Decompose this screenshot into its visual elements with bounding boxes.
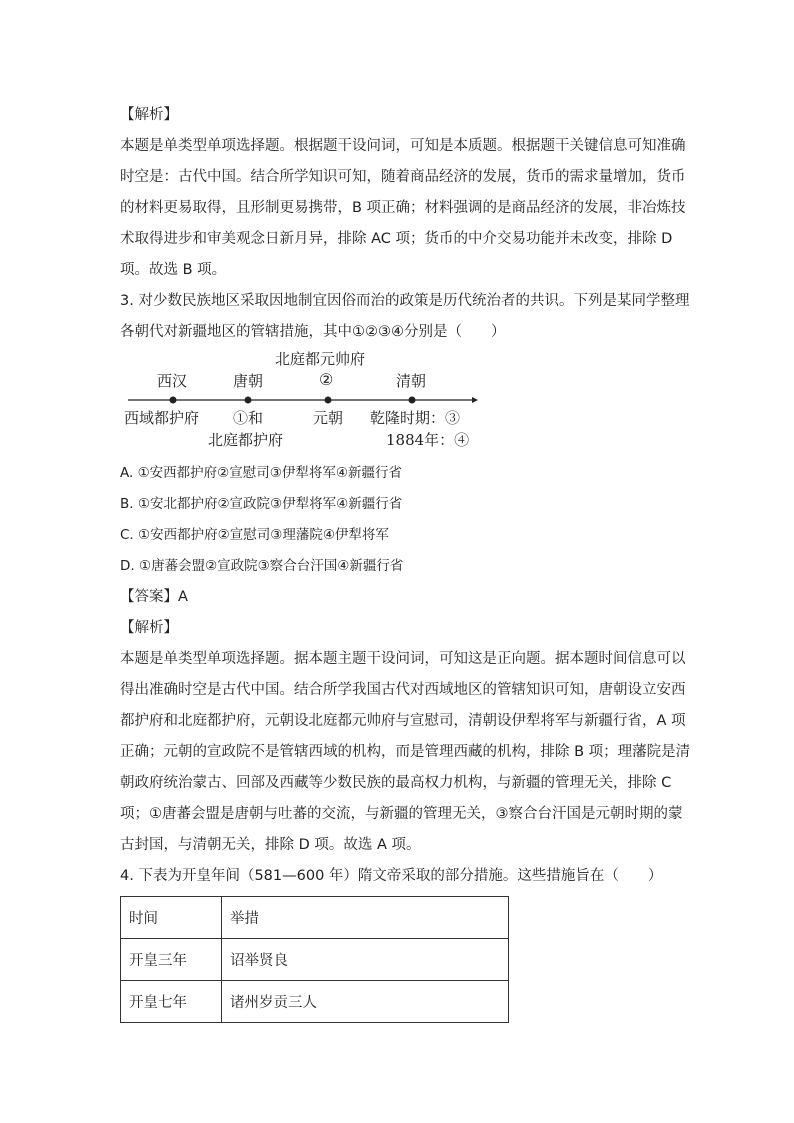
analysis-line: 术取得进步和审美观念日新月异，排除 AC 项；货币的中介交易功能并未改变，排除 D	[120, 231, 673, 247]
timeline-arrow-icon	[472, 397, 478, 403]
measures-table	[120, 896, 509, 1023]
analysis-line: 古封国，与清朝无关，排除 D 项。故选 A 项。	[120, 837, 421, 853]
timeline-diagram	[120, 348, 680, 458]
option-c: C. ①安西都护府②宣慰司③理藩院④伊犁将军	[120, 527, 389, 543]
table-cell: 诏举贤良	[222, 939, 509, 981]
table-cell: 开皇七年	[121, 981, 222, 1023]
timeline-bottom-beiting: 北庭都护府	[208, 431, 284, 449]
answer: 【答案】A	[120, 589, 188, 605]
timeline-top-note: 北庭都元帅府	[275, 350, 366, 368]
analysis-line: 时空是：古代中国。结合所学知识可知，随着商品经济的发展，货币的需求量增加，货币	[120, 169, 686, 185]
timeline-label-blank-2: ②	[319, 370, 334, 389]
analysis-line: 正确；元朝的宣政院不是管辖西域的机构，而是管理西藏的机构，排除 B 项；理藩院是清	[120, 744, 691, 760]
option-d: D. ①唐蕃会盟②宣政院③察合台汗国④新疆行省	[120, 558, 404, 574]
table-row	[121, 981, 509, 1023]
timeline-dot	[170, 397, 177, 404]
analysis-line: 本题是单类型单项选择题。据本题主题干设问词，可知这是正向题。据本题时间信息可以	[120, 651, 686, 667]
timeline-bottom-blank-1: ①和	[233, 409, 264, 427]
question-3-stem: 各朝代对新疆地区的管辖措施，其中①②③④分别是（ ）	[120, 324, 506, 340]
analysis-heading: 【解析】	[120, 620, 178, 636]
analysis-line: 得出准确时空是古代中国。结合所学我国古代对西域地区的管辖知识可知，唐朝设立安西	[120, 682, 686, 698]
analysis-heading: 【解析】	[120, 107, 178, 123]
timeline-bottom-1884: 1884年：④	[386, 431, 470, 449]
timeline-dot	[409, 397, 416, 404]
table-cell: 诸州岁贡三人	[222, 981, 509, 1023]
timeline-label-tang: 唐朝	[233, 372, 264, 390]
option-b: B. ①安北都护府②宣政院③伊犁将军④新疆行省	[120, 496, 403, 512]
table-header-cell: 时间	[121, 897, 222, 939]
table-header-cell: 举措	[222, 897, 509, 939]
option-a: A. ①安西都护府②宣慰司③伊犁将军④新疆行省	[120, 465, 402, 481]
analysis-line: 朝政府统治蒙古、回部及西藏等少数民族的最高权力机构，与新疆的管理无关，排除 C	[120, 775, 672, 791]
timeline-bottom-xiyu: 西域都护府	[124, 409, 200, 427]
timeline-bottom-yuan: 元朝	[313, 409, 344, 427]
analysis-line: 项。故选 B 项。	[120, 262, 227, 278]
table-cell: 开皇三年	[121, 939, 222, 981]
timeline-bottom-qianlong: 乾隆时期：③	[370, 409, 461, 427]
analysis-line: 项；①唐蕃会盟是唐朝与吐蕃的交流，与新疆的管理无关，③察合台汗国是元朝时期的蒙	[120, 806, 683, 822]
table-header-row	[121, 897, 509, 939]
analysis-line: 的材料更易取得，且形制更易携带，B 项正确；材料强调的是商品经济的发展，非冶炼技	[120, 200, 686, 216]
table-row	[121, 939, 509, 981]
question-3-stem: 3. 对少数民族地区采取因地制宜因俗而治的政策是历代统治者的共识。下列是某同学整理	[120, 293, 690, 309]
timeline-dot	[325, 397, 332, 404]
analysis-line: 都护府和北庭都护府，元朝设北庭都元帅府与宣慰司，清朝设伊犁将军与新疆行省，A 项	[120, 713, 686, 729]
page-content	[120, 100, 691, 1023]
timeline-label-qing: 清朝	[396, 372, 427, 390]
timeline-label-xihan: 西汉	[157, 372, 188, 390]
question-4-stem: 4. 下表为开皇年间（581—600 年）隋文帝采取的部分措施。这些措施旨在（ ）	[120, 868, 663, 884]
timeline-dot	[245, 397, 252, 404]
analysis-line: 本题是单类型单项选择题。根据题干设问词，可知是本质题。根据题干关键信息可知准确	[120, 138, 686, 154]
